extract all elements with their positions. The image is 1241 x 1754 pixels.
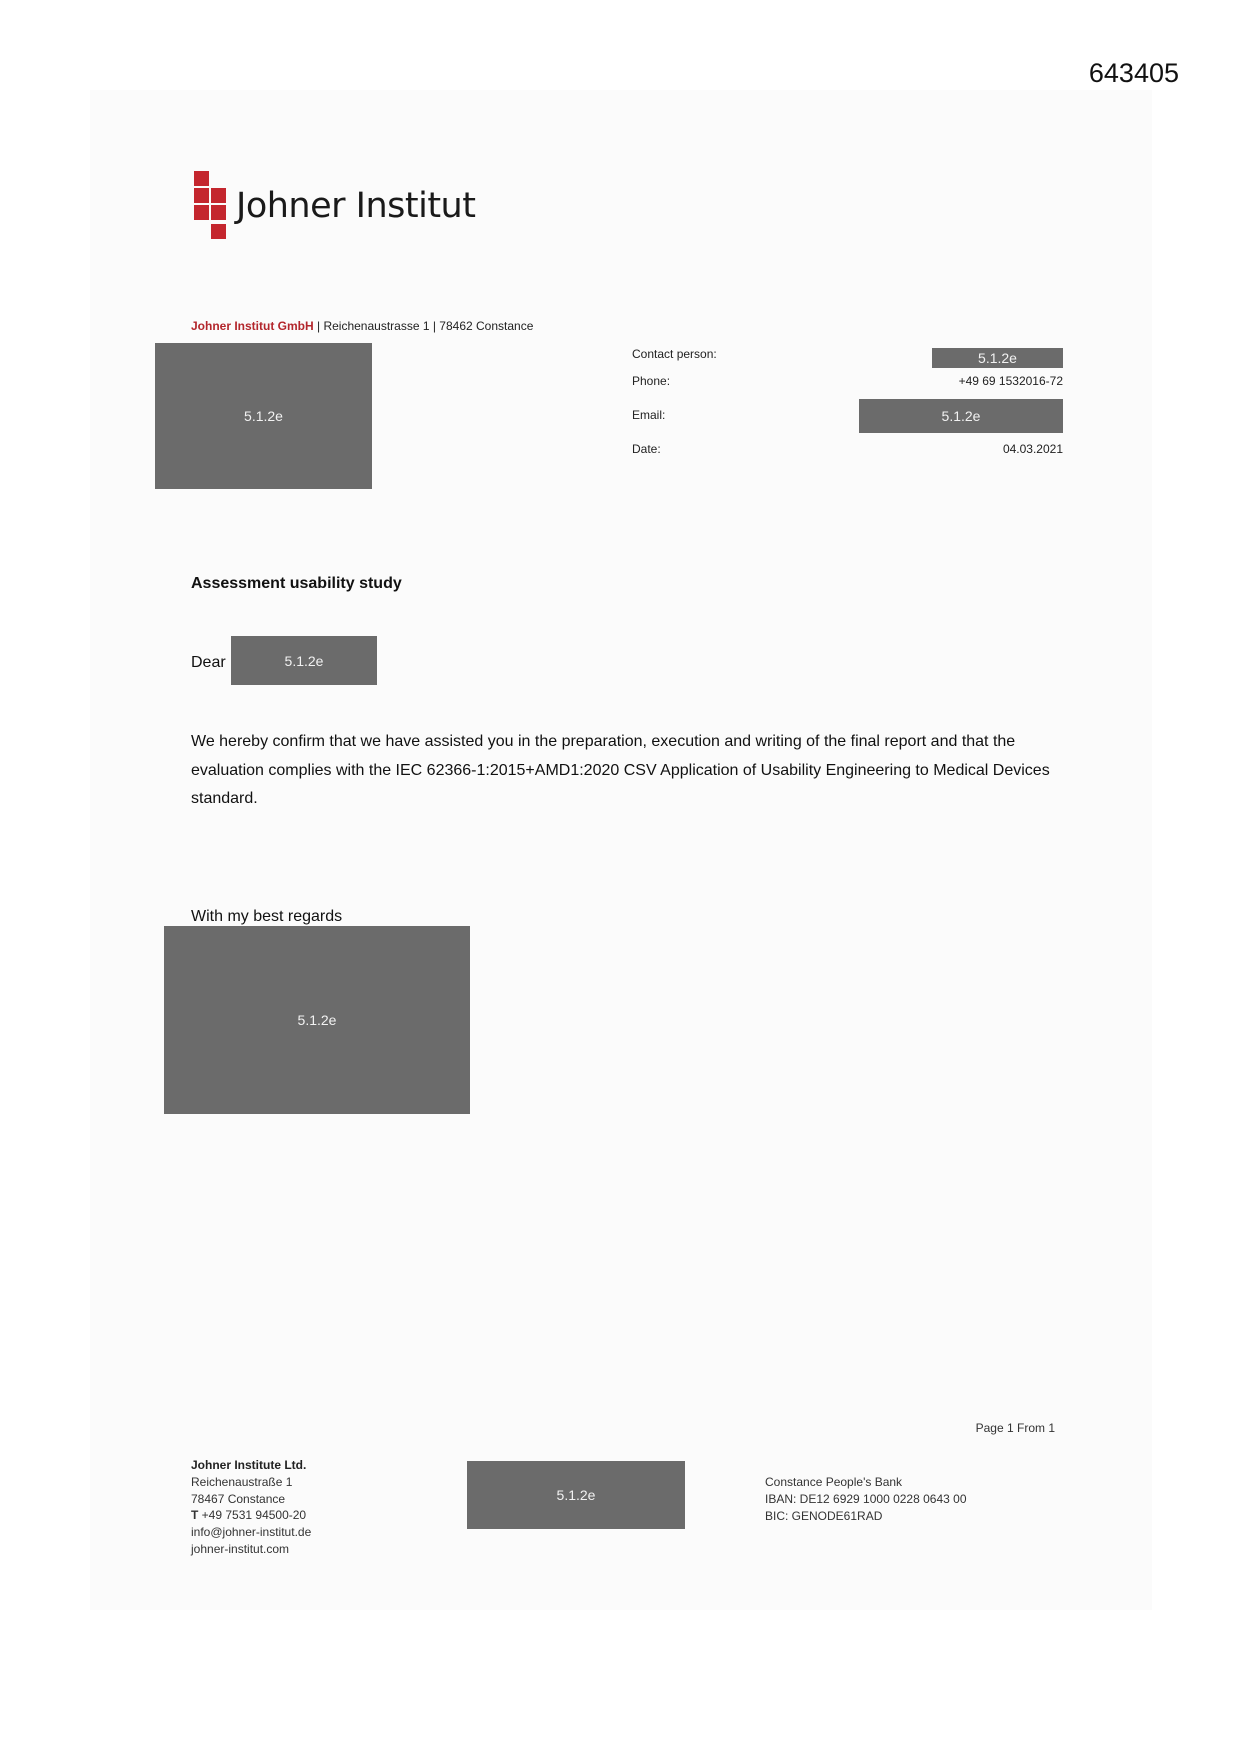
logo-square — [194, 171, 209, 186]
footer-company: Johner Institute Ltd. — [191, 1458, 307, 1472]
footer-phone: +49 7531 94500-20 — [198, 1508, 307, 1523]
logo-square — [194, 205, 209, 220]
redacted-contact-person: 5.1.2e — [932, 348, 1063, 368]
page-number: Page 1 From 1 — [975, 1421, 1055, 1435]
footer-web: johner-institut.com — [191, 1541, 290, 1556]
document-id: 643405 — [1088, 58, 1179, 88]
redacted-email: 5.1.2e — [859, 399, 1063, 433]
sender-line — [191, 319, 533, 333]
salutation: Dear — [191, 654, 226, 671]
footer-phone-prefix: T — [191, 1508, 199, 1523]
logo-text: Johner Institut — [236, 186, 476, 226]
letter-title: Assessment usability study — [191, 575, 402, 592]
footer-street: Reichenaustraße 1 — [191, 1474, 293, 1489]
footer-city: 78467 Constance — [191, 1491, 286, 1506]
footer-bank — [765, 1474, 967, 1524]
email-label: Email: — [632, 408, 666, 422]
footer-bic: BIC: GENODE61RAD — [765, 1508, 883, 1523]
contact-person-label: Contact person: — [632, 347, 717, 361]
redacted-recipient-address: 5.1.2e — [155, 343, 372, 489]
body-paragraph: We hereby confirm that we have assisted you in the preparation, execution and writing of the final report and that the evaluation complies with the IEC 62366-1:2015+AMD1:2020 CSV Application of Usability Engineering to Medical Devices standard. — [191, 733, 1050, 807]
footer-email: info@johner-institut.de — [191, 1525, 312, 1540]
footer-phone-line — [191, 1507, 311, 1524]
date-label: Date: — [632, 442, 661, 456]
footer-iban: IBAN: DE12 6929 1000 0228 0643 00 — [765, 1491, 967, 1506]
sender-address: | Reichenaustrasse 1 | 78462 Constance — [313, 319, 534, 333]
logo-square — [211, 205, 226, 220]
redacted-recipient-name: 5.1.2e — [231, 636, 377, 685]
closing: With my best regards — [191, 908, 343, 925]
phone-label: Phone: — [632, 374, 671, 388]
logo-square — [194, 188, 209, 203]
redacted-signature: 5.1.2e — [164, 926, 470, 1114]
logo-square — [211, 224, 226, 239]
date-value: 04.03.2021 — [1002, 442, 1063, 456]
footer-address — [191, 1457, 311, 1558]
footer-bank-name: Constance People's Bank — [765, 1475, 903, 1489]
phone-value: +49 69 1532016-72 — [958, 374, 1063, 388]
redacted-footer-info: 5.1.2e — [467, 1461, 685, 1529]
sender-company: Johner Institut GmbH — [191, 319, 314, 333]
page-sheet — [90, 90, 1152, 1610]
logo-square — [211, 188, 226, 203]
